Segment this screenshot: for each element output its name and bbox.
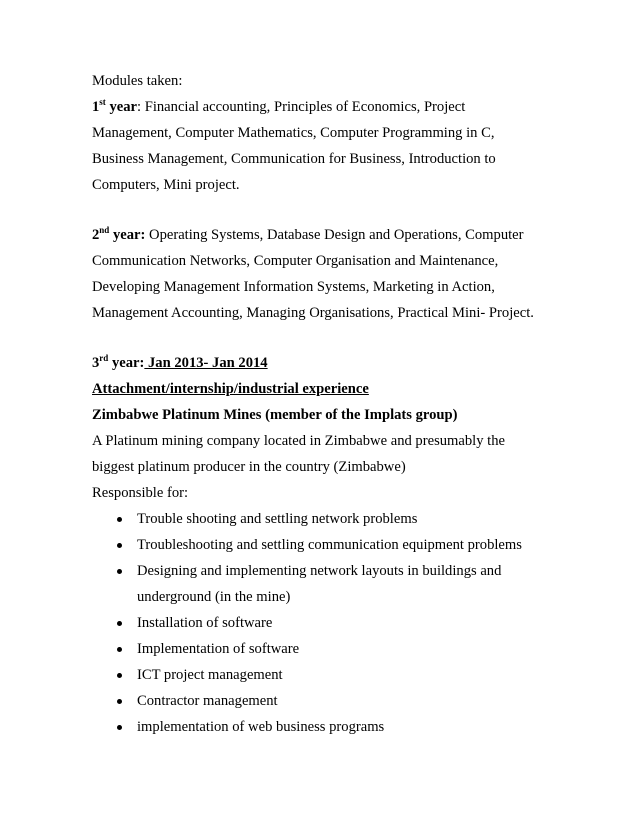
company-name: Zimbabwe Platinum Mines (member of the Implats group) — [92, 407, 458, 423]
year1-line-1: 1st year: Financial accounting, Principles of Economics, Project — [92, 97, 466, 115]
list-item: implementation of web business programs — [92, 714, 562, 740]
bullet-icon — [117, 517, 122, 522]
year2-line-3: Developing Management Information Systems, Marketing in Action, — [92, 279, 495, 295]
year2-line-4: Management Accounting, Managing Organisations, Practical Mini- Project. — [92, 305, 534, 321]
year3-dates: Jan 2013- Jan 2014 — [144, 355, 268, 371]
year3-label: 3rd year: Jan 2013- Jan 2014 — [92, 353, 268, 371]
spacer — [92, 198, 562, 222]
list-item: Troubleshooting and settling communication equipment problems — [92, 532, 562, 558]
bullet-icon — [117, 725, 122, 730]
list-item: Trouble shooting and settling network problems — [92, 506, 562, 532]
modules-heading: Modules taken: — [92, 73, 183, 89]
year2-label: 2nd year: — [92, 225, 146, 243]
company-desc-2: biggest platinum producer in the country (Zimbabwe) — [92, 459, 406, 475]
spacer — [92, 326, 562, 350]
year2-line-1: 2nd year: Operating Systems, Database Design and Operations, Computer — [92, 225, 524, 243]
bullet-icon — [117, 699, 122, 704]
year2-line-2: Communication Networks, Computer Organisation and Maintenance, — [92, 253, 499, 269]
responsibility-list — [92, 506, 562, 740]
bullet-icon — [117, 647, 122, 652]
document-page — [92, 68, 562, 740]
list-item-continuation: underground (in the mine) — [137, 589, 291, 605]
bullet-icon — [117, 621, 122, 626]
company-desc-1: A Platinum mining company located in Zimbabwe and presumably the — [92, 433, 505, 449]
bullet-icon — [117, 569, 122, 574]
year1-line-3: Business Management, Communication for Business, Introduction to — [92, 151, 496, 167]
year1-line-4: Computers, Mini project. — [92, 177, 240, 193]
list-item: Designing and implementing network layouts in buildings and — [92, 558, 562, 584]
year1-line-2: Management, Computer Mathematics, Computer Programming in C, — [92, 125, 495, 141]
list-item: Implementation of software — [92, 636, 562, 662]
list-item: ICT project management — [92, 662, 562, 688]
year3-line-1 — [92, 350, 562, 376]
bullet-icon — [117, 673, 122, 678]
list-item: Installation of software — [92, 610, 562, 636]
list-item: Contractor management — [92, 688, 562, 714]
responsible-heading: Responsible for: — [92, 485, 189, 501]
year1-label: 1st year — [92, 97, 137, 115]
attachment-heading: Attachment/internship/industrial experience — [92, 381, 369, 397]
bullet-icon — [117, 543, 122, 548]
